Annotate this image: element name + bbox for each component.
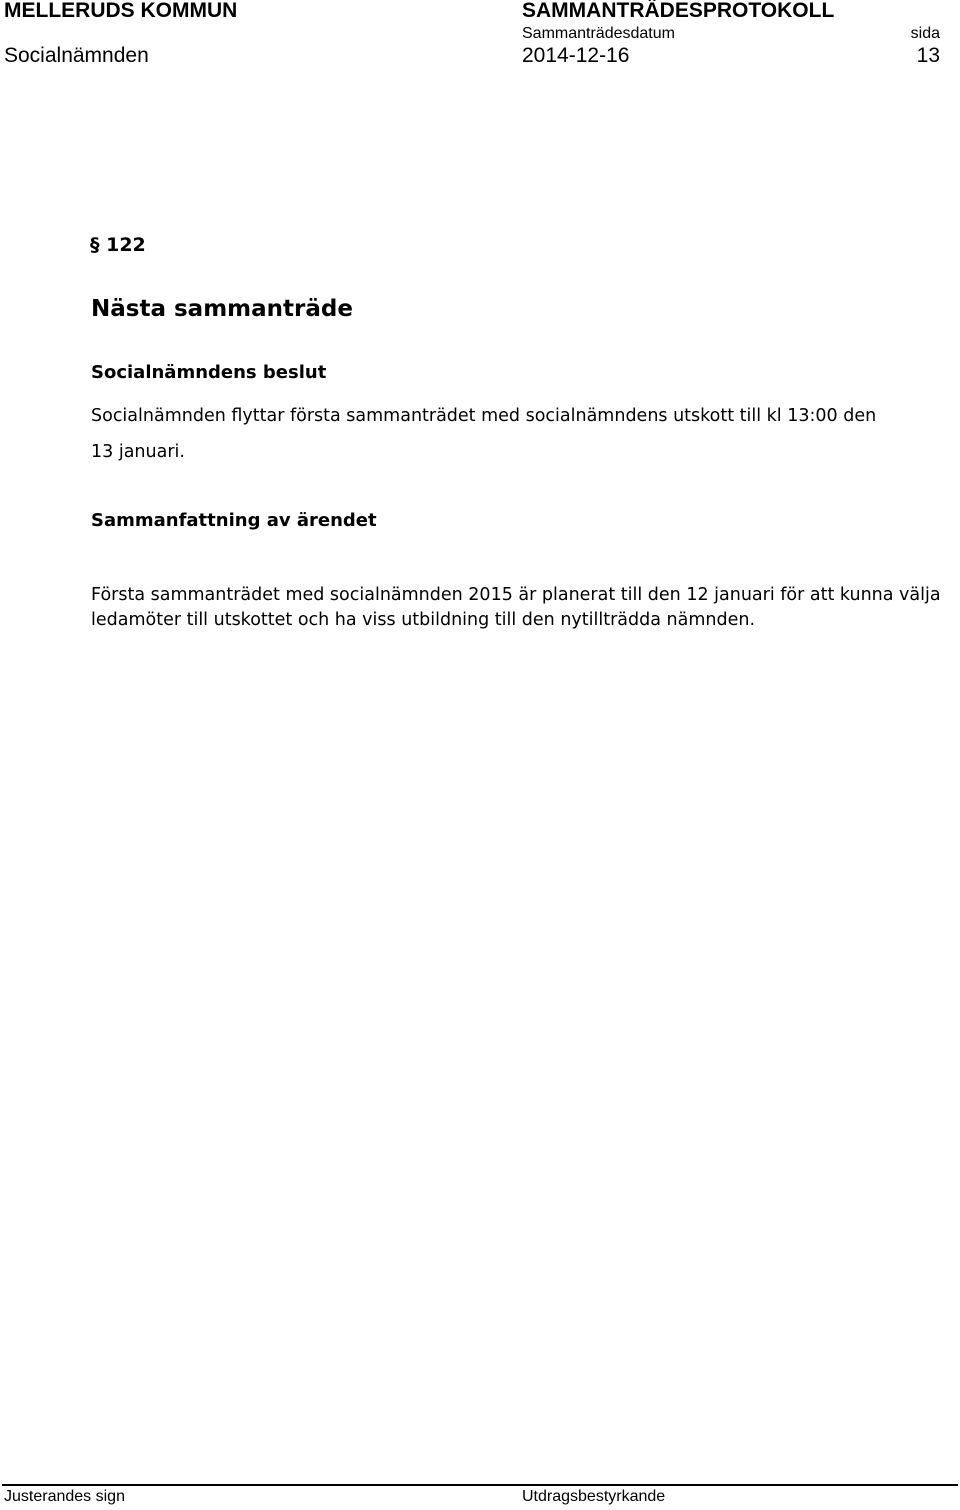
page-label: sida — [910, 25, 940, 42]
meeting-date: 2014-12-16 — [522, 44, 630, 67]
signature-label: Justerandes sign — [4, 1488, 125, 1505]
certification-label: Utdragsbestyrkande — [522, 1488, 666, 1505]
section-title: Nästa sammanträde — [91, 296, 353, 322]
meeting-date-label: Sammanträdesdatum — [522, 25, 675, 42]
board-name: Socialnämnden — [4, 44, 149, 67]
decision-heading: Socialnämndens beslut — [91, 362, 327, 383]
paragraph-number: § 122 — [90, 234, 146, 256]
summary-heading: Sammanfattning av ärendet — [91, 510, 377, 531]
page-number: 13 — [916, 44, 940, 67]
summary-text: Första sammanträdet med socialnämnden 2015 är planerat till den 12 januari för att kunna välja ledamöter till utskottet och ha viss utbildning till den nytillträdda nämnden. — [91, 585, 941, 630]
decision-text: Socialnämnden flyttar första sammanträdet med socialnämndens utskott till kl 13:00 den 13 januari. — [91, 406, 877, 462]
footer-divider — [2, 1484, 958, 1486]
document-type: SAMMANTRÄDESPROTOKOLL — [522, 0, 835, 22]
organization-name: MELLERUDS KOMMUN — [4, 0, 238, 22]
